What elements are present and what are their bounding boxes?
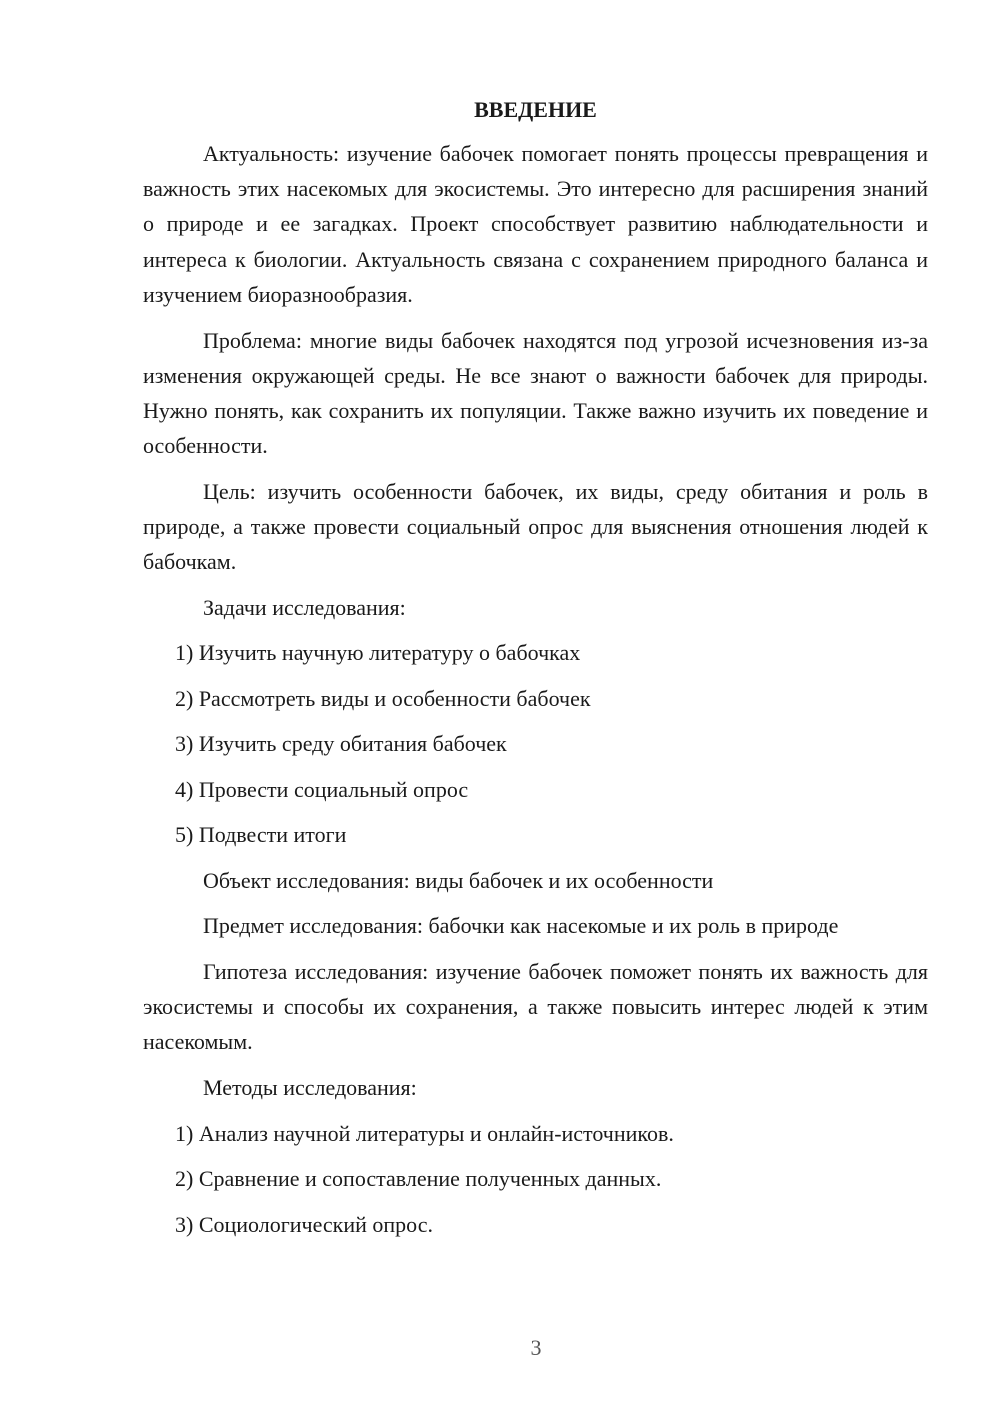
page-number: 3 <box>530 1335 542 1360</box>
method-item: 1) Анализ научной литературы и онлайн-источников. <box>175 1120 674 1146</box>
paragraph-subject: Предмет исследования: бабочки как насекомые и их роль в природе <box>203 913 839 939</box>
method-item: 3) Социологический опрос. <box>175 1211 433 1237</box>
task-item: 1) Изучить научную литературу о бабочках <box>175 640 581 666</box>
tasks-heading: Задачи исследования: <box>203 594 406 620</box>
page-content <box>143 94 928 1252</box>
task-item: 5) Подвести итоги <box>175 822 347 848</box>
paragraph-problem: Проблема: многие виды бабочек находятся под угрозой исчезновения из-за изменения окружающей среды. Не все знают о важности бабочек для природы. Нужно понять, как сохранить их популяции. Также важно изучить их поведение и особенности. <box>143 327 928 459</box>
paragraph-goal: Цель: изучить особенности бабочек, их виды, среду обитания и роль в природе, а также провести социальный опрос для выяснения отношения людей к бабочкам. <box>143 478 928 575</box>
methods-heading: Методы исследования: <box>203 1075 417 1101</box>
task-item: 3) Изучить среду обитания бабочек <box>175 731 507 757</box>
task-item: 4) Провести социальный опрос <box>175 776 469 802</box>
paragraph-relevance: Актуальность: изучение бабочек помогает понять процессы превращения и важность этих насекомых для экосистемы. Это интересно для расширения знаний о природе и ее загадках. Проект способствует развитию наблюдательности и интереса к биологии. Актуальность связана с сохранением природного баланса и изучением биоразнообразия. <box>143 141 928 307</box>
paragraph-hypothesis: Гипотеза исследования: изучение бабочек поможет понять их важность для экосистемы и способы их сохранения, а также повысить интерес людей к этим насекомым. <box>143 958 928 1055</box>
section-title: ВВЕДЕНИЕ <box>474 97 597 122</box>
task-item: 2) Рассмотреть виды и особенности бабочек <box>175 685 591 711</box>
method-item: 2) Сравнение и сопоставление полученных данных. <box>175 1166 662 1192</box>
paragraph-object: Объект исследования: виды бабочек и их особенности <box>203 867 714 893</box>
